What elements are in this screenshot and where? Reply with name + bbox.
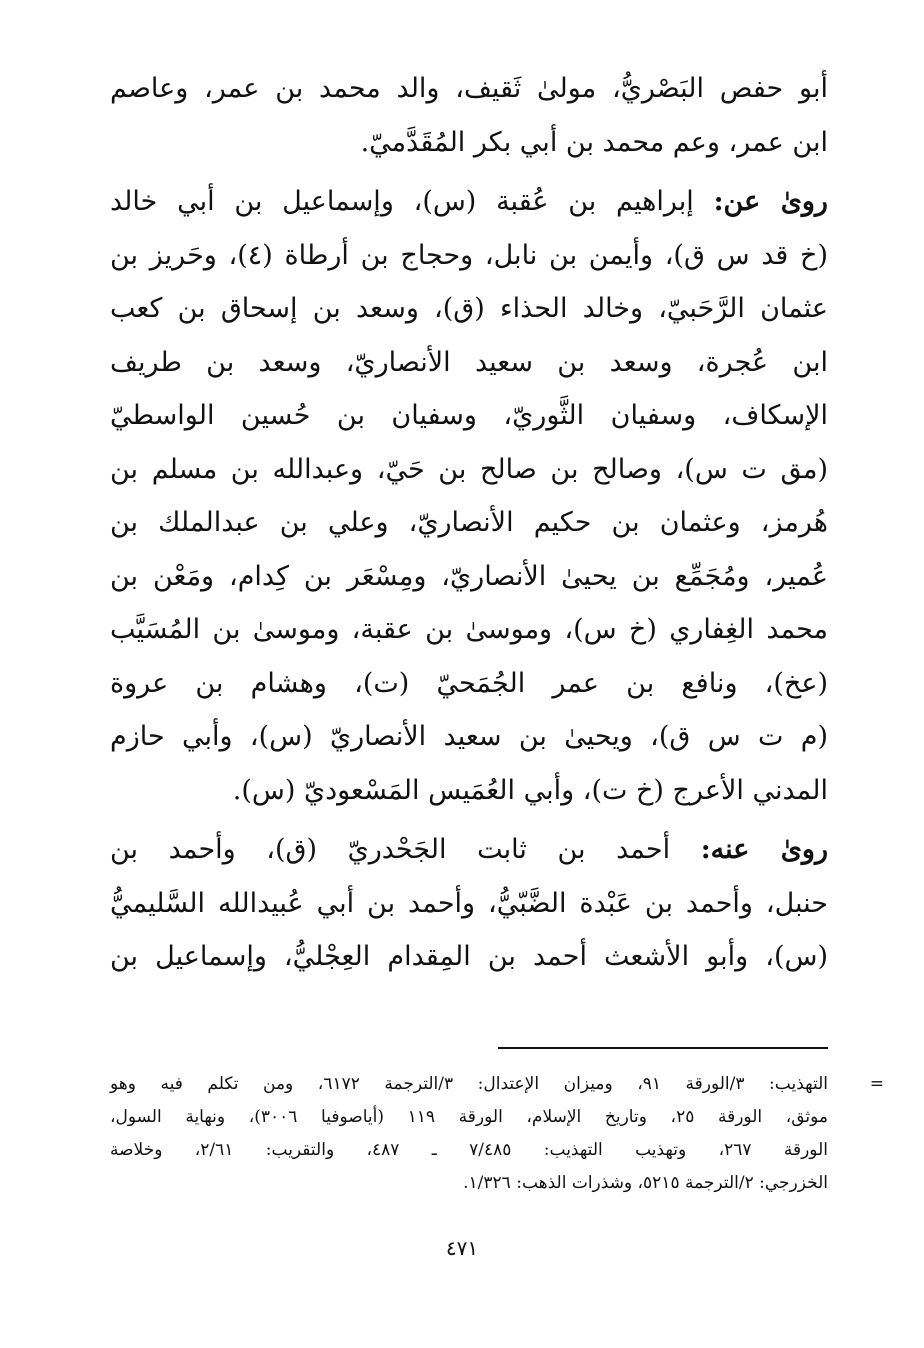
footnote-line: موثق، الورقة ٢٥، وتاريخ الإسلام، الورقة ١١٩ (أياصوفيا ٣٠٠٦)، ونهاية السول، [110, 1107, 829, 1127]
paragraph-narrated-by [110, 823, 828, 984]
text-line: حنبل، وأحمد بن عَبْدة الضَّبّيُّ، وأحمد بن أبي عُبيدالله السَّليميُّ [110, 887, 828, 919]
text-line: عثمان الرَّحَبيّ، وخالد الحذاء (ق)، وسعد بن إسحاق بن كعب [110, 293, 828, 324]
text-line: المدني الأعرج (خ ت)، وأبي العُمَيس المَسْعوديّ (س). [232, 774, 828, 806]
text-line: (خ قد س ق)، وأيمن بن نابل، وحجاج بن أرطاة (٤)، وحَريز بن [110, 239, 828, 271]
footnote-divider [498, 1047, 828, 1049]
text-line: أبو حفص البَصْريُّ، مولىٰ ثَقيف، والد محمد بن عمر، وعاصم [110, 73, 828, 104]
text-line: ابن عمر، وعم محمد بن أبي بكر المُقَدَّميّ. [360, 126, 828, 158]
text-line [110, 175, 828, 229]
footnote-line: الخزرجي: ٢/الترجمة ٥٢١٥، وشذرات الذهب: ١/٣٢٦. [463, 1173, 828, 1193]
paragraph-biography [110, 62, 828, 169]
text-segment: إبراهيم بن عُقبة (س)، وإسماعيل بن أبي خالد [110, 186, 694, 217]
page-number: ٤٧١ [445, 1236, 479, 1260]
text-line: (عخ)، ونافع بن عمر الجُمَحيّ (ت)، وهشام بن عروة [110, 667, 828, 699]
text-line: (مق ت س)، وصالح بن صالح بن حَيّ، وعبدالله بن مسلم بن [110, 453, 828, 485]
text-line [110, 823, 828, 877]
main-text [110, 62, 828, 984]
text-line: الإسكاف، وسفيان الثَّوريّ، وسفيان بن حُسين الواسطيّ [110, 400, 828, 431]
text-line: (س)، وأبو الأشعث أحمد بن المِقدام العِجْليُّ، وإسماعيل بن [110, 941, 828, 972]
footnote-continuation-marker: = [869, 1074, 884, 1094]
text-line: ابن عُجرة، وسعد بن سعيد الأنصاريّ، وسعد بن طريف [110, 346, 828, 378]
section-label-rawa-anhu: روىٰ عنه: [700, 834, 829, 865]
text-line: عُمير، ومُجَمِّع بن يحيىٰ الأنصاريّ، ومِسْعَر بن كِدام، ومَعْن بن [110, 560, 828, 592]
text-line: هُرمز، وعثمان بن حكيم الأنصاريّ، وعلي بن عبدالملك بن [110, 507, 828, 538]
footnotes [110, 1068, 884, 1200]
text-line: (م ت س ق)، ويحيىٰ بن سعيد الأنصاريّ (س)، وأبي حازم [110, 721, 828, 752]
footnote-line: الورقة ٢٦٧، وتهذيب التهذيب: ٧/٤٨٥ ـ ٤٨٧، والتقريب: ٢/٦١، وخلاصة [110, 1140, 828, 1160]
text-line: محمد الغِفاري (خ س)، وموسىٰ بن عقبة، وموسىٰ بن المُسَيَّب [110, 614, 828, 645]
footnote-line: التهذيب: ٣/الورقة ٩١، وميزان الإعتدال: ٣/الترجمة ٦١٧٢، ومن تكلم فيه وهو [110, 1074, 828, 1094]
paragraph-narrated-from [110, 175, 828, 817]
section-label-rawa-an: روىٰ عن: [713, 186, 828, 217]
text-segment: أحمد بن ثابت الجَحْدريّ (ق)، وأحمد بن [110, 834, 671, 865]
